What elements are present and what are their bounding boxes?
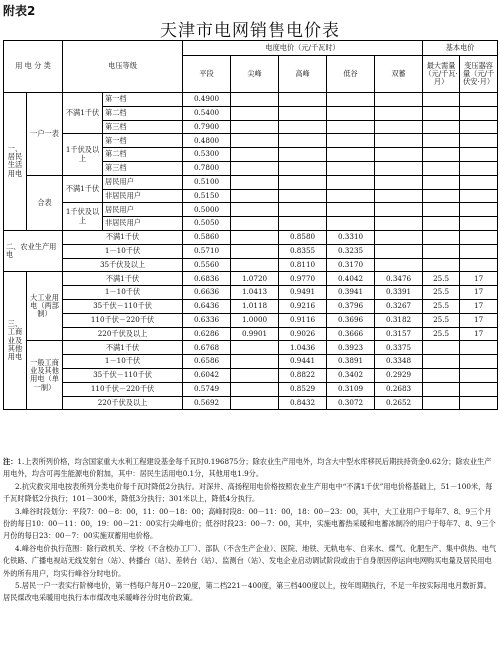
header-peak: 尖峰 <box>231 56 279 93</box>
page-title: 天津市电网销售电价表 <box>160 21 340 41</box>
header-transformer: 变压器容量（元/千伏安·月） <box>460 56 498 93</box>
tier1-label: 第一档 <box>103 134 183 148</box>
price-cell: 0.6336 <box>183 313 231 327</box>
price-cell: 17 <box>460 327 498 341</box>
household-label: 一户一表 <box>27 93 63 176</box>
nonres-user-label: 非居民用户 <box>103 189 183 203</box>
attachment-label: 附表2 <box>3 4 36 18</box>
price-cell: 0.7900 <box>183 120 231 134</box>
residential-label: 一、居民生活用电 <box>4 93 27 231</box>
price-cell: 1.0413 <box>231 286 279 300</box>
price-cell: 0.8529 <box>279 382 327 396</box>
voltage-ge1kv: 1千伏及以上 <box>63 134 103 175</box>
tier2-label: 第二档 <box>103 106 183 120</box>
price-cell: 0.3666 <box>327 327 375 341</box>
price-cell: 0.8110 <box>279 258 327 272</box>
note-4: 4.峰谷电价执行范围：除行政机关、学校（不含校办工厂）、部队（不含生产企业）、医院、地铁、无轨电车、自来水、煤气、化肥生产、集中供热、电气化铁路、广播电视站无线发射台（站）、转播台（站）、差转台（站）、监测台（站）、发电企业启动调试阶段或由于自身原因停运向电网购买电量及居民用电外的所有用户，均实行峰谷分时电价。 <box>3 543 497 578</box>
large-industry-label: 大工业用电（两部制） <box>27 272 63 341</box>
price-cell: 0.6636 <box>183 286 231 300</box>
header-dual: 双蓄 <box>375 56 423 93</box>
price-cell: 0.9216 <box>279 299 327 313</box>
price-cell: 0.5150 <box>183 189 231 203</box>
price-cell: 0.3310 <box>327 230 375 244</box>
price-cell: 0.3891 <box>327 355 375 369</box>
header-flat: 平段 <box>183 56 231 93</box>
price-cell: 0.3923 <box>327 341 375 355</box>
agri-label: 二、农业生产用电 <box>4 230 63 271</box>
price-cell: 25.5 <box>423 313 460 327</box>
price-cell: 1.0436 <box>279 341 327 355</box>
price-cell: 0.3402 <box>327 368 375 382</box>
price-cell: 0.5000 <box>183 203 231 217</box>
price-cell: 0.3348 <box>375 355 423 369</box>
tariff-table <box>3 40 498 410</box>
price-cell: 0.9901 <box>231 327 279 341</box>
price-cell: 0.6042 <box>183 368 231 382</box>
note-3: 3.峰谷时段划分：平段7：00－8：00，11：00－18：00；高峰时段8：00－11：00，18：00－23：00，其中，大工业用户于每年7、8、9三个月份的每日10：00－11：00，19：00－21：00实行尖峰电价；低谷时段23：00－7：00，其中，实施电蓄热采暖和电蓄冰制冷的用户于每年7、8、9三个月份的每日23：00－7：00实施双蓄用电价格。 <box>3 506 496 541</box>
note-1-text: 1.上表所列价格，均含国家重大水利工程建设基金每千瓦时0.196875分；除农业生产用电外，均含大中型水库移民后期扶持资金0.62分；除农业生产用电外，均含可再生能源电价附加，其中：居民生活用电0.1分，其他用电1.9分。 <box>3 457 492 479</box>
header-max-demand: 最大需量（元/千瓦·月） <box>423 56 460 93</box>
price-cell: 0.5560 <box>183 258 231 272</box>
price-cell: 0.5749 <box>183 382 231 396</box>
res-user-label: 居民用户 <box>103 175 183 189</box>
voltage-label: 110千伏－220千伏 <box>63 313 183 327</box>
voltage-label: 35千伏及以上 <box>63 258 183 272</box>
header-energy-price: 电度电价（元/千瓦时） <box>183 41 423 56</box>
voltage-label: 1－10千伏 <box>63 244 183 258</box>
price-cell: 0.3391 <box>375 286 423 300</box>
tier3-label: 第三档 <box>103 120 183 134</box>
price-cell: 0.9491 <box>279 286 327 300</box>
price-cell: 0.8822 <box>279 368 327 382</box>
price-cell: 0.5100 <box>183 175 231 189</box>
price-cell: 0.3476 <box>375 272 423 286</box>
voltage-label: 220千伏及以上 <box>63 327 183 341</box>
price-cell: 0.5710 <box>183 244 231 258</box>
voltage-ge1kv: 1千伏及以上 <box>63 203 103 231</box>
price-cell: 0.5300 <box>183 148 231 162</box>
price-cell: 0.9441 <box>279 355 327 369</box>
price-cell: 17 <box>460 286 498 300</box>
notes-section <box>3 456 497 605</box>
industry-label: 三、工商业及其他用电 <box>4 272 27 410</box>
voltage-label: 35千伏－110千伏 <box>63 368 183 382</box>
price-cell: 0.3157 <box>375 327 423 341</box>
notes-heading: 注： <box>3 457 18 466</box>
voltage-label: 不满1千伏 <box>63 341 183 355</box>
price-cell: 0.5400 <box>183 106 231 120</box>
price-cell: 0.2652 <box>375 396 423 410</box>
price-cell: 0.4900 <box>183 93 231 107</box>
nonres-user-label: 非居民用户 <box>103 217 183 231</box>
voltage-label: 110千伏－220千伏 <box>63 382 183 396</box>
price-cell: 0.6436 <box>183 299 231 313</box>
voltage-lt1kv: 不满1千伏 <box>63 93 103 134</box>
price-cell: 0.4800 <box>183 134 231 148</box>
price-cell: 0.3109 <box>327 382 375 396</box>
price-cell: 0.3072 <box>327 396 375 410</box>
price-cell: 25.5 <box>423 327 460 341</box>
price-cell: 0.9026 <box>279 327 327 341</box>
price-cell: 0.6836 <box>183 272 231 286</box>
price-cell: 0.3375 <box>375 341 423 355</box>
price-cell: 0.8580 <box>279 230 327 244</box>
header-basic-price: 基本电价 <box>423 41 498 56</box>
price-cell: 0.6586 <box>183 355 231 369</box>
header-category: 用 电 分 类 <box>4 41 63 93</box>
note-1 <box>3 456 497 481</box>
voltage-label: 不满1千伏 <box>63 230 183 244</box>
price-cell: 1.0118 <box>231 299 279 313</box>
price-cell: 0.2929 <box>375 368 423 382</box>
price-cell: 0.6286 <box>183 327 231 341</box>
price-cell: 0.9116 <box>279 313 327 327</box>
tier1-label: 第一档 <box>103 93 183 107</box>
price-cell: 0.4042 <box>327 272 375 286</box>
price-cell: 25.5 <box>423 286 460 300</box>
price-cell: 0.7800 <box>183 161 231 175</box>
price-cell: 0.3182 <box>375 313 423 327</box>
price-cell: 0.3941 <box>327 286 375 300</box>
note-2: 2.抗灾救灾用电按表所列分类电价每千瓦时降低2分执行。对深井、高扬程用电价格按照农业生产用电中“不满1千伏”用电价格基础上，51－100米，每千瓦时降低2分执行；101－300米，降低3分执行；301米以上，降低4分执行。 <box>3 481 493 504</box>
shared-label: 合表 <box>27 175 63 230</box>
note-5: 5.居民一户一表实行阶梯电价，第一档每户每月0－220度，第二档221－400度，第三档400度以上，按年周期执行，不足一年按实际用电月数折算。居民煤改电采暖用电执行本市煤改电采暖峰谷分时电价政策。 <box>3 581 491 603</box>
price-cell: 0.5050 <box>183 217 231 231</box>
general-industry-label: 一般工商业及其他用电（单一制） <box>27 341 63 410</box>
voltage-label: 220千伏及以上 <box>63 396 183 410</box>
price-cell: 17 <box>460 272 498 286</box>
price-cell: 25.5 <box>423 299 460 313</box>
price-cell: 0.5692 <box>183 396 231 410</box>
header-voltage: 电压等级 <box>63 41 183 93</box>
price-cell: 1.0720 <box>231 272 279 286</box>
voltage-lt1kv: 不满1千伏 <box>63 175 103 203</box>
voltage-label: 1－10千伏 <box>63 355 183 369</box>
price-cell: 0.6768 <box>183 341 231 355</box>
voltage-label: 1－10千伏 <box>63 286 183 300</box>
price-cell: 0.3796 <box>327 299 375 313</box>
price-cell: 0.3235 <box>327 244 375 258</box>
price-cell: 0.2683 <box>375 382 423 396</box>
price-cell: 17 <box>460 299 498 313</box>
price-cell: 0.5860 <box>183 230 231 244</box>
voltage-label: 35千伏－110千伏 <box>63 299 183 313</box>
price-cell: 17 <box>460 313 498 327</box>
price-cell: 0.8432 <box>279 396 327 410</box>
tier3-label: 第三档 <box>103 161 183 175</box>
voltage-label: 不满1千伏 <box>63 272 183 286</box>
price-cell: 0.9770 <box>279 272 327 286</box>
price-cell: 25.5 <box>423 272 460 286</box>
price-cell: 0.3267 <box>375 299 423 313</box>
price-cell: 0.8355 <box>279 244 327 258</box>
tier2-label: 第二档 <box>103 148 183 162</box>
header-valley: 低谷 <box>327 56 375 93</box>
price-cell: 0.3170 <box>327 258 375 272</box>
price-cell: 1.0000 <box>231 313 279 327</box>
header-high: 高峰 <box>279 56 327 93</box>
res-user-label: 居民用户 <box>103 203 183 217</box>
price-cell: 0.3696 <box>327 313 375 327</box>
